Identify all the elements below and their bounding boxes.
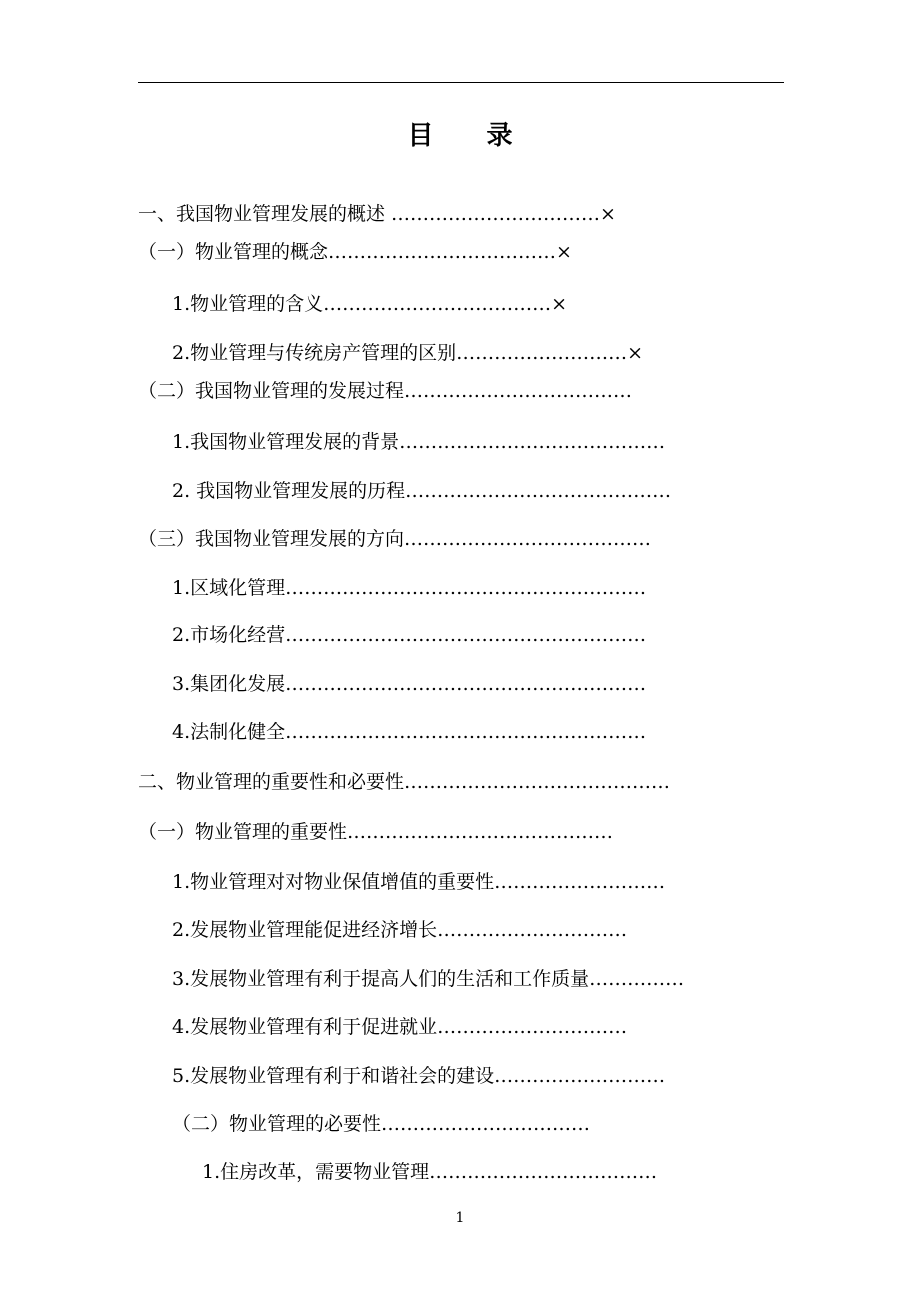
toc-entry-level3[interactable]: 2.市场化经营………………………………………………… <box>172 624 647 646</box>
page-number: 1 <box>455 1210 465 1226</box>
toc-entry-level3[interactable]: 2. 我国物业管理发展的历程…………………………………… <box>172 480 672 502</box>
toc-entry-level2[interactable]: （一）物业管理的重要性…………………………………… <box>138 821 614 843</box>
toc-entry-level2[interactable]: （二）物业管理的必要性…………………………… <box>172 1113 591 1135</box>
toc-entry-level1[interactable]: 二、物业管理的重要性和必要性…………………………………… <box>138 771 671 793</box>
toc-entry-level3[interactable]: 4.发展物业管理有利于促进就业………………………… <box>172 1016 628 1038</box>
toc-entry-level3[interactable]: 3.发展物业管理有利于提高人们的生活和工作质量…………… <box>172 968 685 990</box>
toc-entry-level3[interactable]: 1.物业管理对对物业保值增值的重要性……………………… <box>172 871 666 893</box>
toc-entry-level3[interactable]: 2.物业管理与传统房产管理的区别………………………× <box>172 342 644 364</box>
toc-entry-level2[interactable]: （二）我国物业管理的发展过程……………………………… <box>138 380 633 402</box>
toc-title: 目 录 <box>407 121 535 151</box>
toc-entry-level2[interactable]: （一）物业管理的概念………………………………× <box>138 241 572 263</box>
toc-entry-level3[interactable]: 1.住房改革，需要物业管理……………………………… <box>202 1161 658 1183</box>
toc-entry-level1[interactable]: 一、我国物业管理发展的概述 ……………………………× <box>138 203 616 225</box>
toc-entry-level3[interactable]: 4.法制化健全………………………………………………… <box>172 721 647 743</box>
toc-entry-level3[interactable]: 1.我国物业管理发展的背景…………………………………… <box>172 431 666 453</box>
toc-entry-level3[interactable]: 5.发展物业管理有利于和谐社会的建设……………………… <box>172 1065 666 1087</box>
toc-entry-level3[interactable]: 3.集团化发展………………………………………………… <box>172 673 647 695</box>
toc-entry-level2[interactable]: （三）我国物业管理发展的方向………………………………… <box>138 528 652 550</box>
toc-entry-level3[interactable]: 1.物业管理的含义………………………………× <box>172 293 568 315</box>
toc-entry-level3[interactable]: 2.发展物业管理能促进经济增长………………………… <box>172 919 628 941</box>
toc-entry-level3[interactable]: 1.区域化管理………………………………………………… <box>172 577 647 599</box>
header-rule <box>138 82 784 83</box>
